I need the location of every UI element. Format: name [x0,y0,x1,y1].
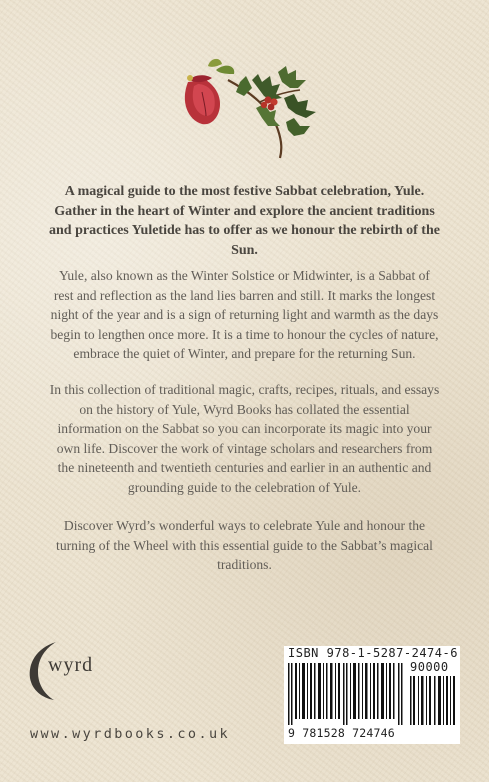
publisher-website: www.wyrdbooks.co.uk [30,726,231,742]
isbn-barcode [284,646,460,744]
holly-hellebore-illustration [160,52,325,162]
blurb-paragraph-1: Yule, also known as the Winter Solstice or Midwinter, is a Sabbat of rest and reflection as the land lies barren and still. It marks the longest night of the year and is a sign of returning light and warmth as the days begin to lengthen once more. It is a time to honour the cycles of nature, embrace the quiet of Winter, and prepare for the returning Sun. [50,268,439,362]
wyrd-logo [26,640,106,690]
price-code-label: 90000 [410,660,449,674]
ean-digits: 9 781528 724746 [288,726,395,740]
isbn-label: ISBN 978-1-5287-2474-6 [288,646,458,660]
blurb-paragraph-2: In this collection of traditional magic, crafts, recipes, rituals, and essays on the history of Yule, Wyrd Books has collated the essential information on the Sabbat so you can incorporate its magic into your own life. Discover the work of vintage scholars and researchers from the nineteenth and twentieth centuries and earlier in an authentic and grounding guide to the celebration of Yule. [49,382,440,495]
wyrd-logo-text: wyrd [48,654,94,676]
addon-barcode-bars [410,676,456,725]
blurb-lead: A magical guide to the most festive Sabbat celebration, Yule. Gather in the heart of Winter and explore the ancient traditions and practices Yuletide has to offer as we honour the rebirth of the Sun. [49,184,440,258]
blurb-paragraph-3: Discover Wyrd’s wonderful ways to celebrate Yule and honour the turning of the Wheel with this essential guide to the Sabbat’s magical traditions. [56,518,433,573]
ean-barcode-bars [288,663,404,725]
